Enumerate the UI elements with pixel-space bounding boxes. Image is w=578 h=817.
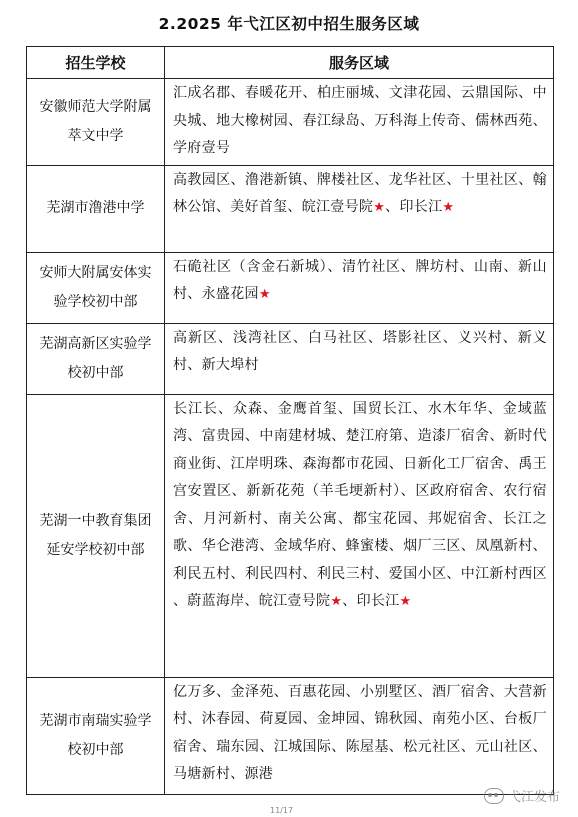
table-row [27, 677, 554, 794]
watermark [484, 786, 560, 805]
table-row [27, 165, 554, 252]
school-name: 芜湖市南瑞实验学校初中部 [27, 677, 165, 794]
column-header-area: 服务区域 [165, 47, 554, 79]
service-area: 高新区、浅湾社区、白马社区、塔影社区、义兴村、新义村、新大埠村 [165, 323, 554, 394]
red-star-icon: ★ [258, 287, 271, 302]
page-number: 11/17 [270, 806, 294, 815]
school-name: 安师大附属安体实验学校初中部 [27, 252, 165, 323]
table-row [27, 394, 554, 677]
school-name: 芜湖一中教育集团延安学校初中部 [27, 394, 165, 677]
watermark-text: 弋江发布 [507, 790, 560, 805]
service-area-table [26, 46, 554, 795]
school-name: 芜湖高新区实验学校初中部 [27, 323, 165, 394]
school-name: 芜湖市澛港中学 [27, 165, 165, 252]
table-row [27, 323, 554, 394]
red-star-icon: ★ [330, 594, 343, 609]
wechat-icon [484, 788, 504, 804]
column-header-school: 招生学校 [27, 47, 165, 79]
red-star-icon: ★ [442, 200, 455, 215]
service-area: 亿万多、金泽苑、百惠花园、小别墅区、酒厂宿舍、大营新村、沐春园、荷夏园、金坤园、锦秋园、南苑小区、台板厂宿舍、瑞东园、江城国际、陈屋基、松元社区、元山社区、马塘新村、源港 [165, 677, 554, 794]
service-area: 汇成名郡、春暖花开、柏庄丽城、文津花园、云鼎国际、中央城、地大橡树园、春江绿岛、万科海上传奇、儒林西苑、学府壹号 [165, 79, 554, 166]
page-title: 2.2025 年弋江区初中招生服务区域 [158, 15, 420, 33]
service-area: 长江长、众森、金鹰首玺、国贸长江、水木年华、金域蓝湾、富贵园、中南建材城、楚江府第、造漆厂宿舍、新时代商业街、江岸明珠、森海都市花园、日新化工厂宿舍、禹王宫安置区、新新花苑（羊毛埂新村）、区政府宿舍、农行宿舍、月河新村、南关公寓、都宝花园、邦妮宿舍、长江之歌、华仑港湾、金域华府、蜂蜜楼、烟厂三区、凤凰新村、利民五村、利民四村、利民三村、爱国小区、中江新村西区 、蔚蓝海岸、皖江壹号院★、印长江★ [165, 394, 554, 677]
table-row [27, 252, 554, 323]
table-row [27, 79, 554, 166]
service-area: 石硊社区（含金石新城）、清竹社区、牌坊村、山南、新山村、永盛花园★ [165, 252, 554, 323]
red-star-icon: ★ [399, 594, 412, 609]
school-name: 安徽师范大学附属萃文中学 [27, 79, 165, 166]
service-area: 高教园区、澛港新镇、牌楼社区、龙华社区、十里社区、翰林公馆、美好首玺、皖江壹号院★、印长江★ [165, 165, 554, 252]
table-header-row [27, 47, 554, 79]
red-star-icon: ★ [373, 200, 386, 215]
